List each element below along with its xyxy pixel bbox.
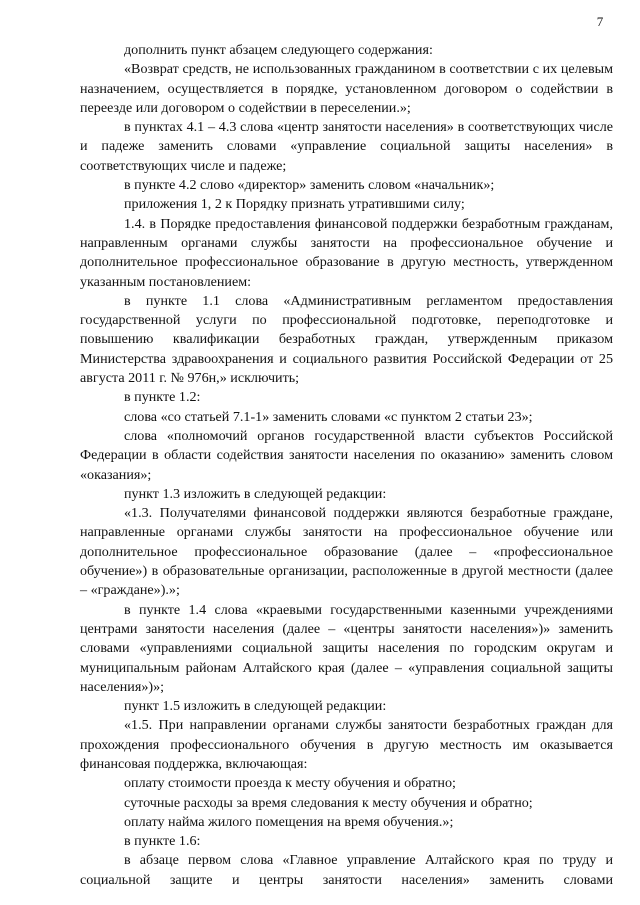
paragraph: в пунктах 4.1 – 4.3 слова «центр занятости населения» в соответствующих числе и падеже заменить словами «управление социальной защиты населения» в соответствующих числе и падеже; <box>80 119 613 174</box>
paragraph: дополнить пункт абзацем следующего содержания: <box>124 42 433 58</box>
paragraph: слова «со статьей 7.1-1» заменить словами «с пунктом 2 статьи 23»; <box>124 408 533 425</box>
paragraph: «1.3. Получателями финансовой поддержки являются безработные граждане, направленные органами службы занятости на профессиональное обучение или дополнительное профессиональное образование (далее – «профессиональное обучение») в образовательные организации, расположенные в другой местности (далее – «граждане»).»; <box>80 505 613 599</box>
paragraph: «1.5. При направлении органами службы занятости безработных граждан для прохождения профессионального обучения в другую местность им оказывается финансовая поддержка, включающая: <box>80 717 613 772</box>
paragraph: оплату найма жилого помещения на время обучения.»; <box>124 813 454 830</box>
paragraph: суточные расходы за время следования к месту обучения и обратно; <box>124 794 533 811</box>
paragraph: в абзаце первом слова «Главное управление Алтайского края по труду и социальной защите и центры занятости населения» заменить словами <box>80 852 613 888</box>
paragraph: в пункте 1.4 слова «краевыми государственными казенными учреждениями центрами занятости населения (далее – «центры занятости населения»)» заменить словами «управлениями социальной защиты населения по городским округам и муниципальным районам Алтайского края (далее – «управления социальной защиты населения»)»; <box>80 601 613 695</box>
paragraph: в пункте 4.2 слово «директор» заменить словом «начальник»; <box>124 177 495 194</box>
paragraph: «Возврат средств, не использованных гражданином в соответствии с их целевым назначением, осуществляется в порядке, установленном договором о содействии в переезде или договором о содействии в переселении.»; <box>80 61 613 116</box>
paragraph: оплату стоимости проезда к месту обучения и обратно; <box>124 775 456 792</box>
paragraph: слова «полномочий органов государственной власти субъектов Российской Федерации в области содействия занятости населения по оказанию» заменить словом «оказания»; <box>80 427 613 483</box>
paragraph: пункт 1.5 изложить в следующей редакции: <box>124 698 387 715</box>
page-number: 7 <box>596 14 604 29</box>
paragraph: 1.4. в Порядке предоставления финансовой поддержки безработным гражданам, направленным органами службы занятости на профессиональное обучение и дополнительное профессиональное образование в другую местность, утвержденном указанным постановлением: <box>80 215 613 290</box>
paragraph: в пункте 1.2: <box>124 389 201 406</box>
paragraph: приложения 1, 2 к Порядку признать утратившими силу; <box>124 196 465 213</box>
paragraph: пункт 1.3 изложить в следующей редакции: <box>124 485 387 502</box>
paragraph: в пункте 1.1 слова «Административным регламентом предоставления государственной услуги по профессиональной подготовке, переподготовке и повышению квалификации безработных граждан, утвержденным приказом Министерства здравоохранения и социального развития Российской Федерации от 25 августа 2011 г. № 976н,» исключить; <box>80 292 613 387</box>
paragraph: в пункте 1.6: <box>124 833 201 850</box>
document-body <box>80 41 613 890</box>
